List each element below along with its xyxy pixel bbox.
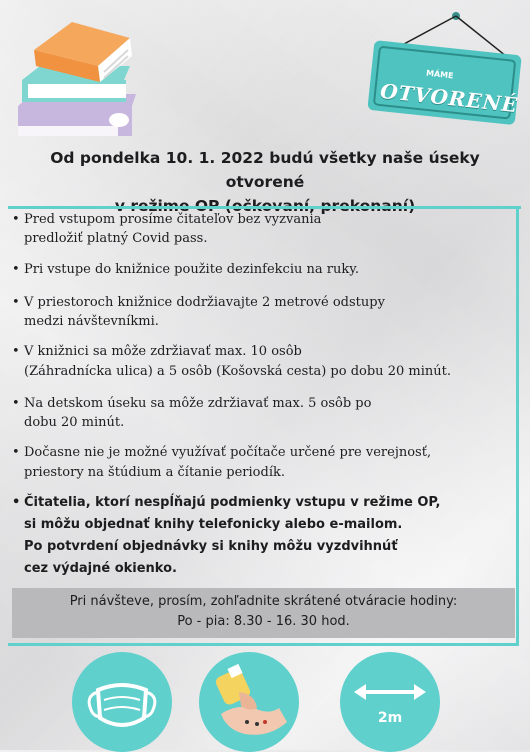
list-item: • Dočasne nie je možné využívať počítače určené pre verejnosť, priestory na štúdium a čítanie periodík. xyxy=(10,443,508,483)
opening-hours-times: Po - pia: 8.30 - 16. 30 hod. xyxy=(177,614,350,629)
face-mask-icon xyxy=(72,652,172,752)
list-item: • Pri vstupe do knižnice použite dezinfekciu na ruky. xyxy=(10,260,508,279)
list-item: • V knižnici sa môže zdržiavať max. 10 osôb (Záhradnícka ulica) a 5 osôb (Košovská cesta) po dobu 20 minút. xyxy=(10,342,508,382)
list-item: • Pred vstupom prosíme čitateľov bez vyzvania predložiť platný Covid pass. xyxy=(10,210,508,248)
books-illustration xyxy=(14,14,154,144)
distance-arrow-icon xyxy=(340,652,440,752)
frame-top-border xyxy=(8,206,521,209)
sign-big-text: OTVORENÉ xyxy=(379,78,520,118)
sign-small-text: MÁME xyxy=(425,68,454,81)
rules-list xyxy=(10,210,508,580)
opening-hours-box xyxy=(12,588,515,638)
headline-line1: Od pondelka 10. 1. 2022 budú všetky naše úseky otvorené xyxy=(50,149,480,191)
distance-label: 2m xyxy=(377,710,403,726)
list-item: • Na detskom úseku sa môže zdržiavať max. 5 osôb po dobu 20 minút. xyxy=(10,394,508,432)
hand-sanitizer-icon xyxy=(199,652,299,752)
list-item: • V priestoroch knižnice dodržiavajte 2 metrové odstupy medzi návštevníkmi. xyxy=(10,293,508,331)
frame-bottom-border xyxy=(8,643,519,646)
opening-hours-note: Pri návšteve, prosím, zohľadnite skrátené otváracie hodiny: xyxy=(69,594,458,609)
frame-right-border xyxy=(516,206,519,646)
list-item: • Čitatelia, ktorí nespĺňajú podmienky vstupu v režime OP, si môžu objednať knihy telefonicky alebo e-mailom. Po potvrdení objednávky si knihy môžu vyzdvihnúť cez výdajné okienko. xyxy=(10,492,508,580)
